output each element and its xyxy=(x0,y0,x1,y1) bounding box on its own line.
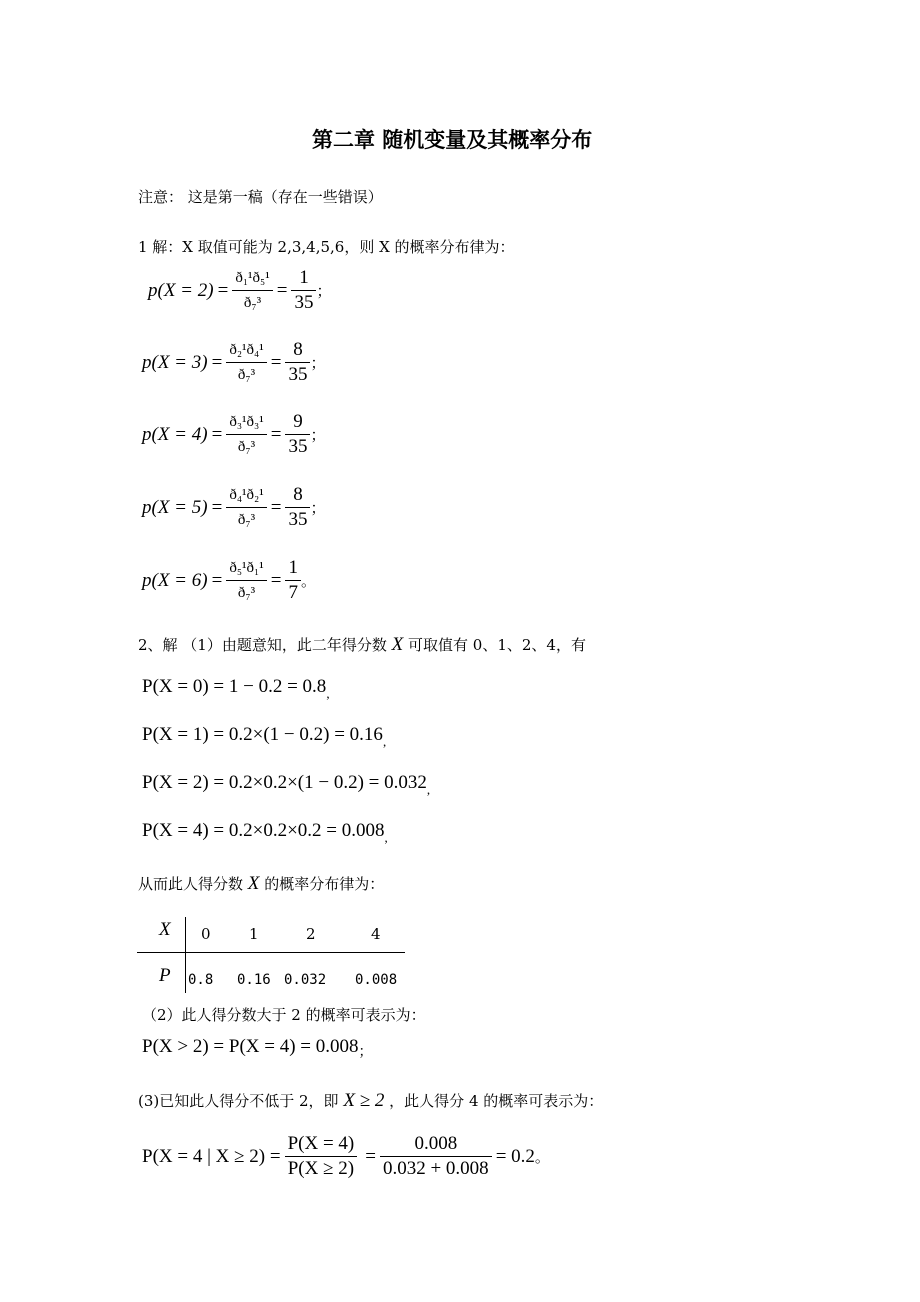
q2-eq-1 xyxy=(142,724,386,750)
q1-eq-4-den: 35 xyxy=(288,509,308,530)
table-hline xyxy=(137,952,405,953)
q2-eq-2 xyxy=(142,772,430,798)
q1-eq-3-num: 9 xyxy=(285,410,310,435)
table-p-cell: 0.8 xyxy=(188,972,214,988)
q1-eq-2: p(X = 3) = $\frac{\text{ð₂¹ð₄¹}}{\text{ð₇³}}$ = $\frac{8}{35}$ ； xyxy=(142,339,326,385)
q1-eq-4-end: ； xyxy=(310,501,326,517)
q2-part3-b: ，此人得分 4 的概率可表示为： xyxy=(389,1092,604,1110)
q2-part3-var: X ≥ 2 xyxy=(343,1090,385,1111)
distribution-table xyxy=(137,917,405,997)
q2-eq-2-end: , xyxy=(426,782,431,797)
q1-eq-1-comb-den: ð₇³ xyxy=(243,295,262,311)
q1-eq-5: p(X = 6) = $\frac{\text{ð₅¹ð₁¹}}{\text{ð₇³}}$ = $\frac{1}{7}$ 。 xyxy=(142,557,316,603)
q1-eq-4-lhs: p(X = 5) xyxy=(142,496,208,518)
page-title: 第二章 随机变量及其概率分布 xyxy=(312,127,593,152)
table-x-cell: 1 xyxy=(249,925,259,943)
q2-part3-f2-num: 0.008 xyxy=(380,1132,492,1157)
q2-part3-f1-den: P(X ≥ 2) xyxy=(287,1158,355,1179)
q1-eq-3-comb-num: ð₃¹ð₃¹ xyxy=(226,410,266,435)
q2-eq-0 xyxy=(142,676,330,702)
q1-eq-2-end: ； xyxy=(310,356,326,372)
table-p-cell: 0.16 xyxy=(237,972,271,988)
q2-part3-text xyxy=(138,1090,603,1112)
q1-eq-3: p(X = 4) = $\frac{\text{ð₃¹ð₃¹}}{\text{ð₇³}}$ = $\frac{9}{35}$ ； xyxy=(142,411,326,457)
q2-part3-eq: P(X = 4 | X ≥ 2) = $\frac{P(X = 4)}{P(X \ge 2)}$ = $\frac{0.008}{0.032 + 0.008}$ = 0.2 。 xyxy=(142,1133,550,1179)
q2-eq-3 xyxy=(142,820,388,846)
q2-dist-var: X xyxy=(247,873,260,894)
q2-eq-0-text: P(X = 0) = 1 − 0.2 = 0.8 xyxy=(142,676,327,697)
q1-eq-3-lhs: p(X = 4) xyxy=(142,423,208,445)
q2-dist-b: 的概率分布律为： xyxy=(264,875,385,893)
q2-part3-a: (3)已知此人得分不低于 2，即 xyxy=(138,1092,339,1110)
q2-intro xyxy=(138,634,586,656)
q1-eq-3-end: ； xyxy=(310,428,326,444)
table-x-cell: 2 xyxy=(306,925,316,943)
q1-eq-1-end: ； xyxy=(316,284,332,300)
q1-eq-5-num: 1 xyxy=(285,556,301,581)
q2-eq-3-text: P(X = 4) = 0.2×0.2×0.2 = 0.008 xyxy=(142,820,385,841)
q2-part3-f1-num: P(X = 4) xyxy=(285,1132,358,1157)
q1-intro: 1 解：X 取值可能为 2,3,4,5,6，则 X 的概率分布律为： xyxy=(138,238,515,256)
q2-part2-eq xyxy=(142,1036,373,1061)
q2-part3-result: = 0.2 xyxy=(495,1145,535,1167)
q2-dist-a: 从而此人得分数 xyxy=(138,875,244,893)
q2-part2-eq-text: P(X > 2) = P(X = 4) = 0.008 xyxy=(142,1036,359,1057)
q1-eq-5-comb-num: ð₅¹ð₁¹ xyxy=(226,556,266,581)
q2-part3-f2-den: 0.032 + 0.008 xyxy=(382,1158,489,1179)
q1-eq-1-comb-num: ð₁¹ð₅¹ xyxy=(232,266,272,291)
q2-intro-a: 2、解 （1）由题意知，此二年得分数 xyxy=(138,636,387,654)
q1-eq-2-num: 8 xyxy=(285,338,310,363)
table-x-cell: 0 xyxy=(201,925,211,943)
q1-eq-4: p(X = 5) = $\frac{\text{ð₄¹ð₂¹}}{\text{ð₇³}}$ = $\frac{8}{35}$ ； xyxy=(142,484,326,530)
table-vline xyxy=(185,917,186,993)
q2-intro-b: 可取值有 0、1、2、4，有 xyxy=(408,636,586,654)
q1-eq-5-comb-den: ð₇³ xyxy=(237,585,256,601)
q1-eq-5-den: 7 xyxy=(288,582,298,603)
q1-eq-2-comb-num: ð₂¹ð₄¹ xyxy=(226,338,266,363)
q1-eq-4-num: 8 xyxy=(285,483,310,508)
q2-dist-intro xyxy=(138,873,384,895)
q2-part3-lhs: P(X = 4 | X ≥ 2) = xyxy=(142,1145,281,1167)
q1-eq-1-den: 35 xyxy=(294,292,314,313)
q1-eq-2-lhs: p(X = 3) xyxy=(142,351,208,373)
table-x-cell: 4 xyxy=(371,925,381,943)
q2-eq-3-end: , xyxy=(384,830,388,845)
table-row-label-x: X xyxy=(159,919,171,940)
q1-eq-4-comb-den: ð₇³ xyxy=(237,512,256,528)
table-p-cell: 0.032 xyxy=(284,972,327,988)
q1-eq-1-num: 1 xyxy=(291,266,316,291)
note-text: 注意： 这是第一稿（存在一些错误） xyxy=(138,188,383,206)
q2-part2-text: （2）此人得分数大于 2 的概率可表示为： xyxy=(142,1006,426,1024)
table-p-cell: 0.008 xyxy=(355,972,398,988)
q2-eq-2-text: P(X = 2) = 0.2×0.2×(1 − 0.2) = 0.032 xyxy=(142,772,427,793)
q1-eq-1: p(X = 2) = $\frac{\text{ð₁¹ð₅¹}}{\text{ð₇³}}$ = $\frac{1}{35}$ ； xyxy=(148,267,332,313)
table-row-label-p: P xyxy=(159,965,171,986)
q1-eq-3-den: 35 xyxy=(288,436,308,457)
q1-eq-5-end: 。 xyxy=(300,574,316,590)
q1-eq-2-den: 35 xyxy=(288,364,308,385)
q2-eq-1-text: P(X = 1) = 0.2×(1 − 0.2) = 0.16 xyxy=(142,724,383,745)
q1-eq-2-comb-den: ð₇³ xyxy=(237,367,256,383)
q1-eq-1-lhs: p(X = 2) xyxy=(148,279,214,301)
q2-part3-end: 。 xyxy=(534,1150,550,1166)
q1-eq-5-lhs: p(X = 6) xyxy=(142,569,208,591)
q2-eq-1-end: , xyxy=(382,734,387,749)
q2-eq-0-end: , xyxy=(326,686,330,701)
q1-eq-3-comb-den: ð₇³ xyxy=(237,439,256,455)
q1-eq-4-comb-num: ð₄¹ð₂¹ xyxy=(226,483,266,508)
q2-part2-end: ； xyxy=(358,1045,373,1060)
q2-intro-var: X xyxy=(391,634,404,655)
